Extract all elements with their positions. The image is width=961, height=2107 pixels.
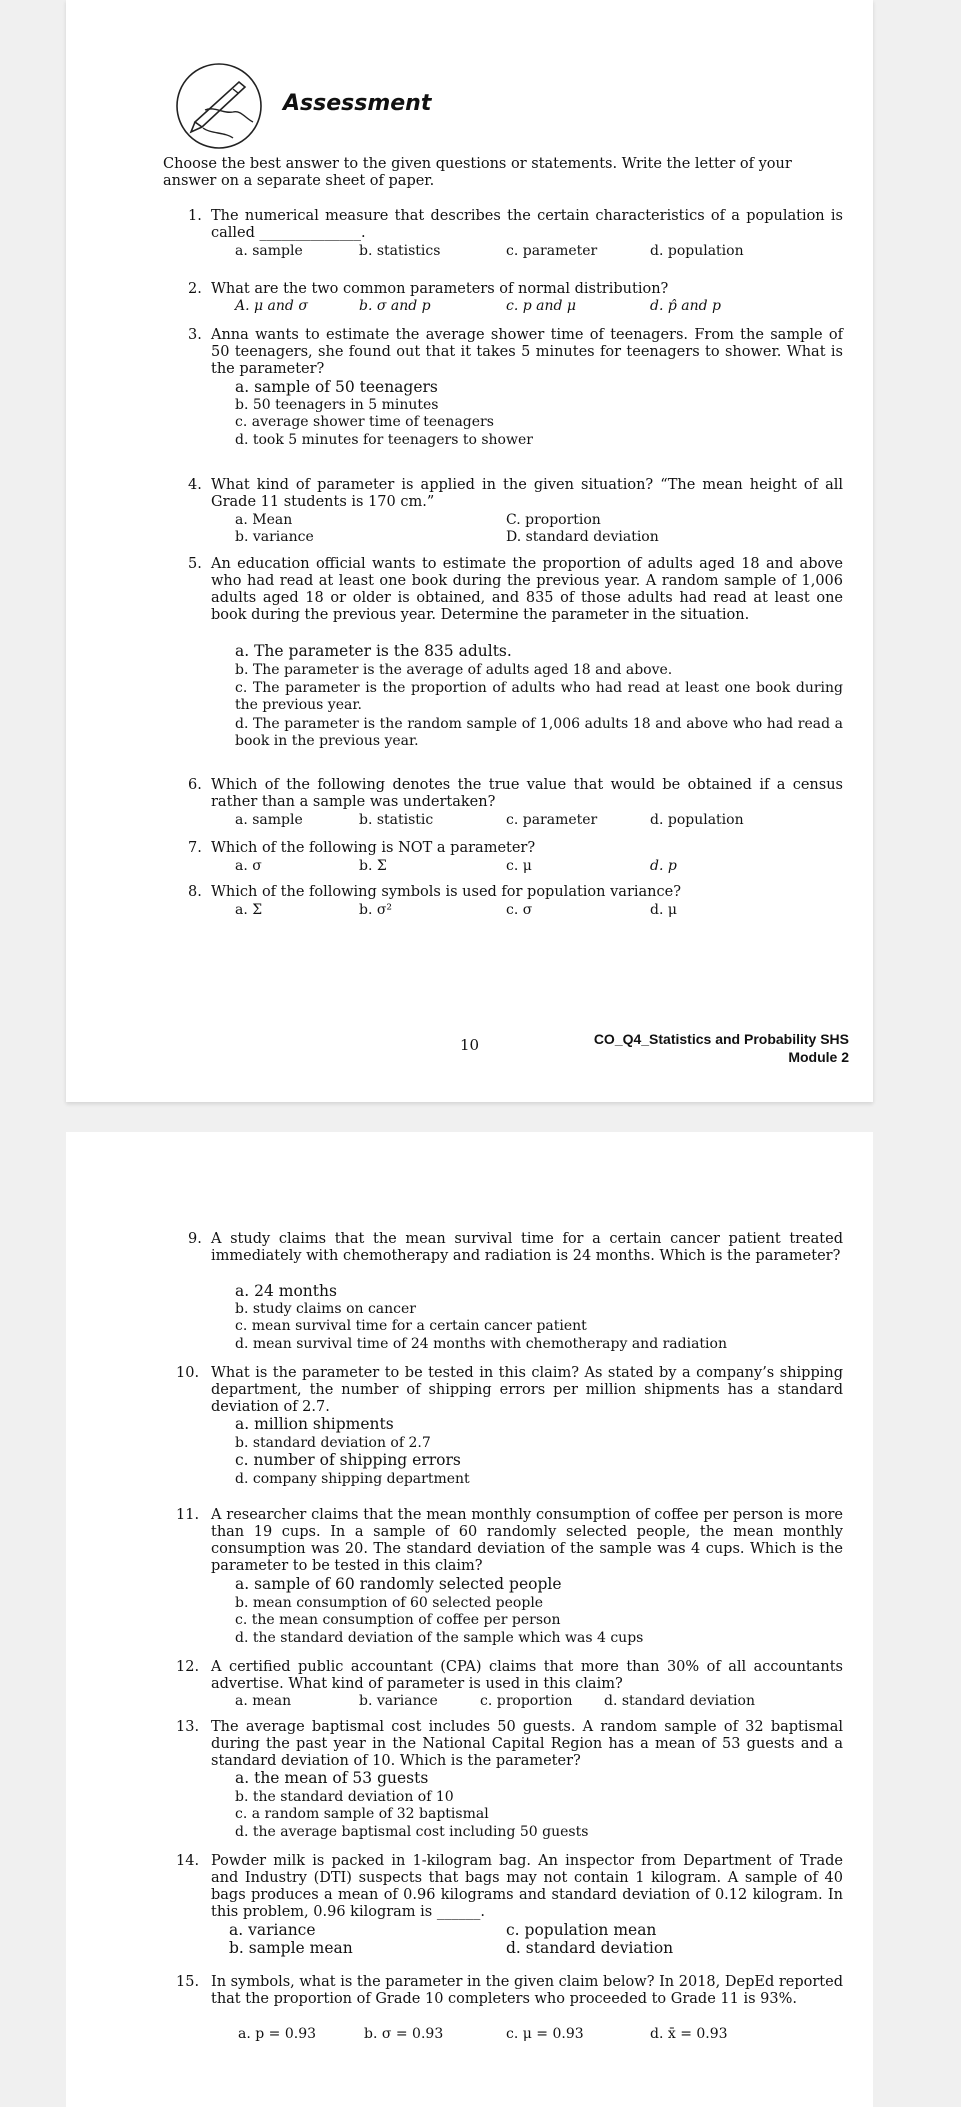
option: a. sample of 50 teenagers	[235, 378, 438, 396]
page-2	[66, 1132, 873, 2107]
option: b. Σ	[359, 858, 387, 874]
question-text: A study claims that the mean survival time for a certain cancer patient treated immediately with chemotherapy and radiation is 24 months. Which is the parameter?	[211, 1231, 843, 1264]
option: b. statistic	[359, 812, 434, 828]
option: b. standard deviation of 2.7	[235, 1435, 431, 1451]
page-title: Assessment	[283, 91, 432, 116]
option: a. sample of 60 randomly selected people	[235, 1575, 562, 1593]
question-number: 3.	[188, 327, 202, 343]
option: b. the standard deviation of 10	[235, 1789, 454, 1805]
question-number: 9.	[188, 1231, 202, 1247]
question-number: 11.	[176, 1507, 200, 1523]
option: a. sample	[235, 243, 303, 259]
option: b. 50 teenagers in 5 minutes	[235, 397, 439, 413]
option: d. x̄ = 0.93	[650, 2026, 728, 2042]
option: d. population	[650, 812, 744, 828]
question-text: In symbols, what is the parameter in the given claim below? In 2018, DepEd reported that the proportion of Grade 10 completers who proceeded to Grade 11 is 93%.	[211, 1974, 843, 2007]
option: b. study claims on cancer	[235, 1301, 416, 1317]
question-number: 6.	[188, 777, 202, 793]
option: c. proportion	[480, 1693, 573, 1709]
option: a. Mean	[235, 512, 293, 528]
option: d. company shipping department	[235, 1471, 470, 1487]
option: c. μ = 0.93	[506, 2026, 584, 2042]
option: d. took 5 minutes for teenagers to shower	[235, 432, 533, 448]
question-number: 5.	[188, 556, 202, 572]
option: b. The parameter is the average of adults aged 18 and above.	[235, 662, 673, 678]
question-number: 13.	[176, 1719, 200, 1735]
question-number: 15.	[176, 1974, 200, 1990]
option: c. σ	[506, 902, 533, 918]
option: d. μ	[650, 902, 677, 918]
question-number: 12.	[176, 1659, 200, 1675]
option: b. statistics	[359, 243, 441, 259]
question-number: 4.	[188, 477, 202, 493]
option: c. The parameter is the proportion of adults who had read at least one book during the previous year.	[235, 680, 843, 713]
option: b. variance	[235, 529, 314, 545]
option: b. σ = 0.93	[364, 2026, 444, 2042]
option: d. p̂ and p	[650, 298, 722, 314]
option: c. μ	[506, 858, 532, 874]
page-1	[66, 0, 873, 1102]
question-text: The average baptismal cost includes 50 guests. A random sample of 32 baptismal during the past year in the National Capital Region has a mean of 53 guests and a standard deviation of 10. Which is the parameter?	[211, 1719, 843, 1769]
option: a. σ	[235, 858, 262, 874]
option: a. variance	[229, 1921, 316, 1939]
question-text: Which of the following denotes the true value that would be obtained if a census rather than a sample was undertaken?	[211, 777, 843, 810]
option: d. population	[650, 243, 744, 259]
option: a. p = 0.93	[238, 2026, 317, 2042]
question-number: 10.	[176, 1365, 200, 1381]
option: a. 24 months	[235, 1282, 337, 1300]
option: d. the standard deviation of the sample which was 4 cups	[235, 1630, 644, 1646]
option: b. sample mean	[229, 1939, 353, 1957]
question-number: 14.	[176, 1853, 200, 1869]
option: a. The parameter is the 835 adults.	[235, 642, 512, 660]
option: c. population mean	[506, 1921, 657, 1939]
option: d. standard deviation	[604, 1693, 755, 1709]
question-text: An education official wants to estimate the proportion of adults aged 18 and above who had read at least one book during the previous year. A random sample of 1,006 adults aged 18 or older is obtained, and 835 of those adults had read at least one book during the previous year. Determine the parameter in the situation.	[211, 556, 843, 623]
option: a. the mean of 53 guests	[235, 1769, 429, 1787]
question-number: 8.	[188, 884, 202, 900]
option: c. number of shipping errors	[235, 1451, 461, 1469]
option: d. mean survival time of 24 months with chemotherapy and radiation	[235, 1336, 727, 1352]
question-text: Powder milk is packed in 1-kilogram bag. An inspector from Department of Trade and Industry (DTI) suspects that bags may not contain 1 kilogram. A sample of 40 bags produces a mean of 0.96 kilograms and standard deviation of 0.12 kilogram. In this problem, 0.96 kilogram is ______.	[211, 1853, 843, 1920]
option: a. sample	[235, 812, 303, 828]
question-text: What is the parameter to be tested in this claim? As stated by a company’s shipping department, the number of shipping errors per million shipments has a standard deviation of 2.7.	[211, 1365, 843, 1415]
option: C. proportion	[506, 512, 601, 528]
option: d. the average baptismal cost including 50 guests	[235, 1824, 589, 1840]
option: D. standard deviation	[506, 529, 659, 545]
option: d. standard deviation	[506, 1939, 674, 1957]
question-text: A certified public accountant (CPA) claims that more than 30% of all accountants advertise. What kind of parameter is used in this claim?	[211, 1659, 843, 1692]
option: b. variance	[359, 1693, 438, 1709]
question-text: Which of the following is NOT a parameter?	[211, 840, 536, 856]
page-number: 10	[460, 1036, 480, 1054]
option: c. p and μ	[506, 298, 577, 314]
question-text: What are the two common parameters of normal distribution?	[211, 281, 669, 297]
option: d. p	[650, 858, 677, 874]
question-text: A researcher claims that the mean monthly consumption of coffee per person is more than 19 cups. In a sample of 60 randomly selected people, the mean monthly consumption was 20. The standard deviation of the sample was 4 cups. Which is the parameter to be tested in this claim?	[211, 1507, 843, 1574]
question-text: Which of the following symbols is used for population variance?	[211, 884, 681, 900]
question-text: Anna wants to estimate the average shower time of teenagers. From the sample of 50 teenagers, she found out that it takes 5 minutes for teenagers to shower. What is the parameter?	[211, 327, 843, 377]
option: b. mean consumption of 60 selected people	[235, 1595, 544, 1611]
question-number: 7.	[188, 840, 202, 856]
question-number: 2.	[188, 281, 202, 297]
option: c. mean survival time for a certain cancer patient	[235, 1318, 587, 1334]
option: A. μ and σ	[235, 298, 308, 314]
option: c. average shower time of teenagers	[235, 414, 494, 430]
option: b. σ²	[359, 902, 393, 918]
option: a. Σ	[235, 902, 263, 918]
question-text: What kind of parameter is applied in the given situation? “The mean height of all Grade 11 students is 170 cm.”	[211, 477, 843, 510]
instructions: Choose the best answer to the given questions or statements. Write the letter of your answer on a separate sheet of paper.	[163, 156, 792, 189]
option: c. parameter	[506, 243, 598, 259]
question-number: 1.	[188, 208, 202, 224]
module-footer: CO_Q4_Statistics and Probability SHS Module 2	[593, 1031, 849, 1065]
option: d. The parameter is the random sample of 1,006 adults 18 and above who had read a book in the previous year.	[235, 716, 843, 749]
option: a. mean	[235, 1693, 292, 1709]
question-text: The numerical measure that describes the certain characteristics of a population is called ______________.	[211, 208, 843, 241]
option: c. the mean consumption of coffee per person	[235, 1612, 561, 1628]
option: c. a random sample of 32 baptismal	[235, 1806, 489, 1822]
option: a. million shipments	[235, 1415, 394, 1433]
option: b. σ and p	[359, 298, 431, 314]
option: c. parameter	[506, 812, 598, 828]
pen-writing-icon	[175, 62, 263, 150]
